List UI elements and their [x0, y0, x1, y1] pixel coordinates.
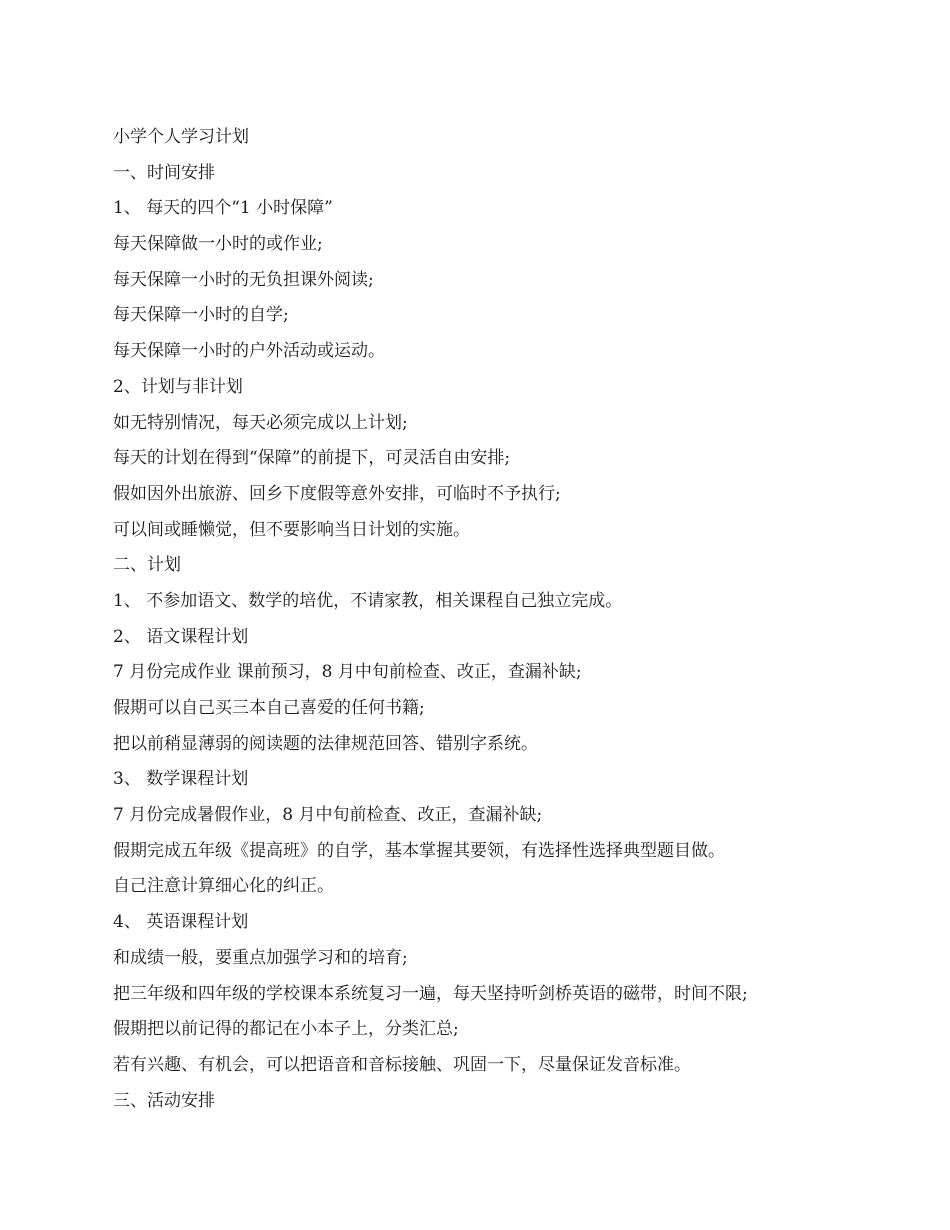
text-line: 每天的计划在得到“保障”的前提下，可灵活自由安排; [113, 448, 511, 469]
subheading-chinese-plan: 2、 语文课程计划 [113, 626, 249, 647]
text-line: 若有兴趣、有机会，可以把语音和音标接触、巩固一下，尽量保证发音标准。 [113, 1054, 691, 1075]
document-body [113, 120, 873, 1119]
text-line: 每天保障一小时的无负担课外阅读; [113, 269, 374, 290]
text-line: 假期可以自己买三本自己喜爱的任何书籍; [113, 698, 425, 718]
text-line: 假期完成五年级《提高班》的自学，基本掌握其要领，有选择性选择典型题目做。 [113, 840, 725, 861]
text-line: 如无特别情况，每天必须完成以上计划; [113, 412, 408, 433]
text-line: 把以前稍显薄弱的阅读题的法律规范回答、错别字系统。 [113, 733, 538, 754]
text-line: 每天保障做一小时的或作业; [113, 234, 323, 255]
subheading-english-plan: 4、 英语课程计划 [113, 912, 249, 933]
subheading-math-plan: 3、 数学课程计划 [113, 769, 249, 790]
text-line: 7 月份完成作业 课前预习，8 月中旬前检查、改正，查漏补缺; [113, 662, 582, 683]
text-line: 假如因外出旅游、回乡下度假等意外安排，可临时不予执行; [113, 483, 561, 504]
document-title: 小学个人学习计划 [113, 127, 249, 147]
text-line: 1、 不参加语文、数学的培优，不请家教，相关课程自己独立完成。 [113, 590, 623, 611]
text-line: 可以间或睡懒觉，但不要影响当日计划的实施。 [113, 519, 470, 540]
text-line: 每天保障一小时的户外活动或运动。 [113, 341, 385, 362]
section-heading-time-arrangement: 一、时间安排 [113, 162, 215, 183]
text-line: 假期把以前记得的都记在小本子上，分类汇总; [113, 1019, 459, 1040]
subheading-plan-and-non-plan: 2、计划与非计划 [113, 376, 243, 397]
text-line: 自己注意计算细心化的纠正。 [113, 876, 334, 897]
text-line: 7 月份完成暑假作业，8 月中旬前检查、改正，查漏补缺; [113, 805, 543, 826]
section-heading-activity-arrangement: 三、活动安排 [113, 1090, 215, 1111]
section-heading-plan: 二、计划 [113, 555, 181, 576]
text-line: 把三年级和四年级的学校课本系统复习一遍，每天坚持听剑桥英语的磁带，时间不限; [113, 983, 748, 1004]
subheading-four-hour-guarantee: 1、 每天的四个“1 小时保障” [113, 198, 333, 219]
text-line: 每天保障一小时的自学; [113, 305, 289, 326]
text-line: 和成绩一般，要重点加强学习和的培育; [113, 947, 408, 968]
